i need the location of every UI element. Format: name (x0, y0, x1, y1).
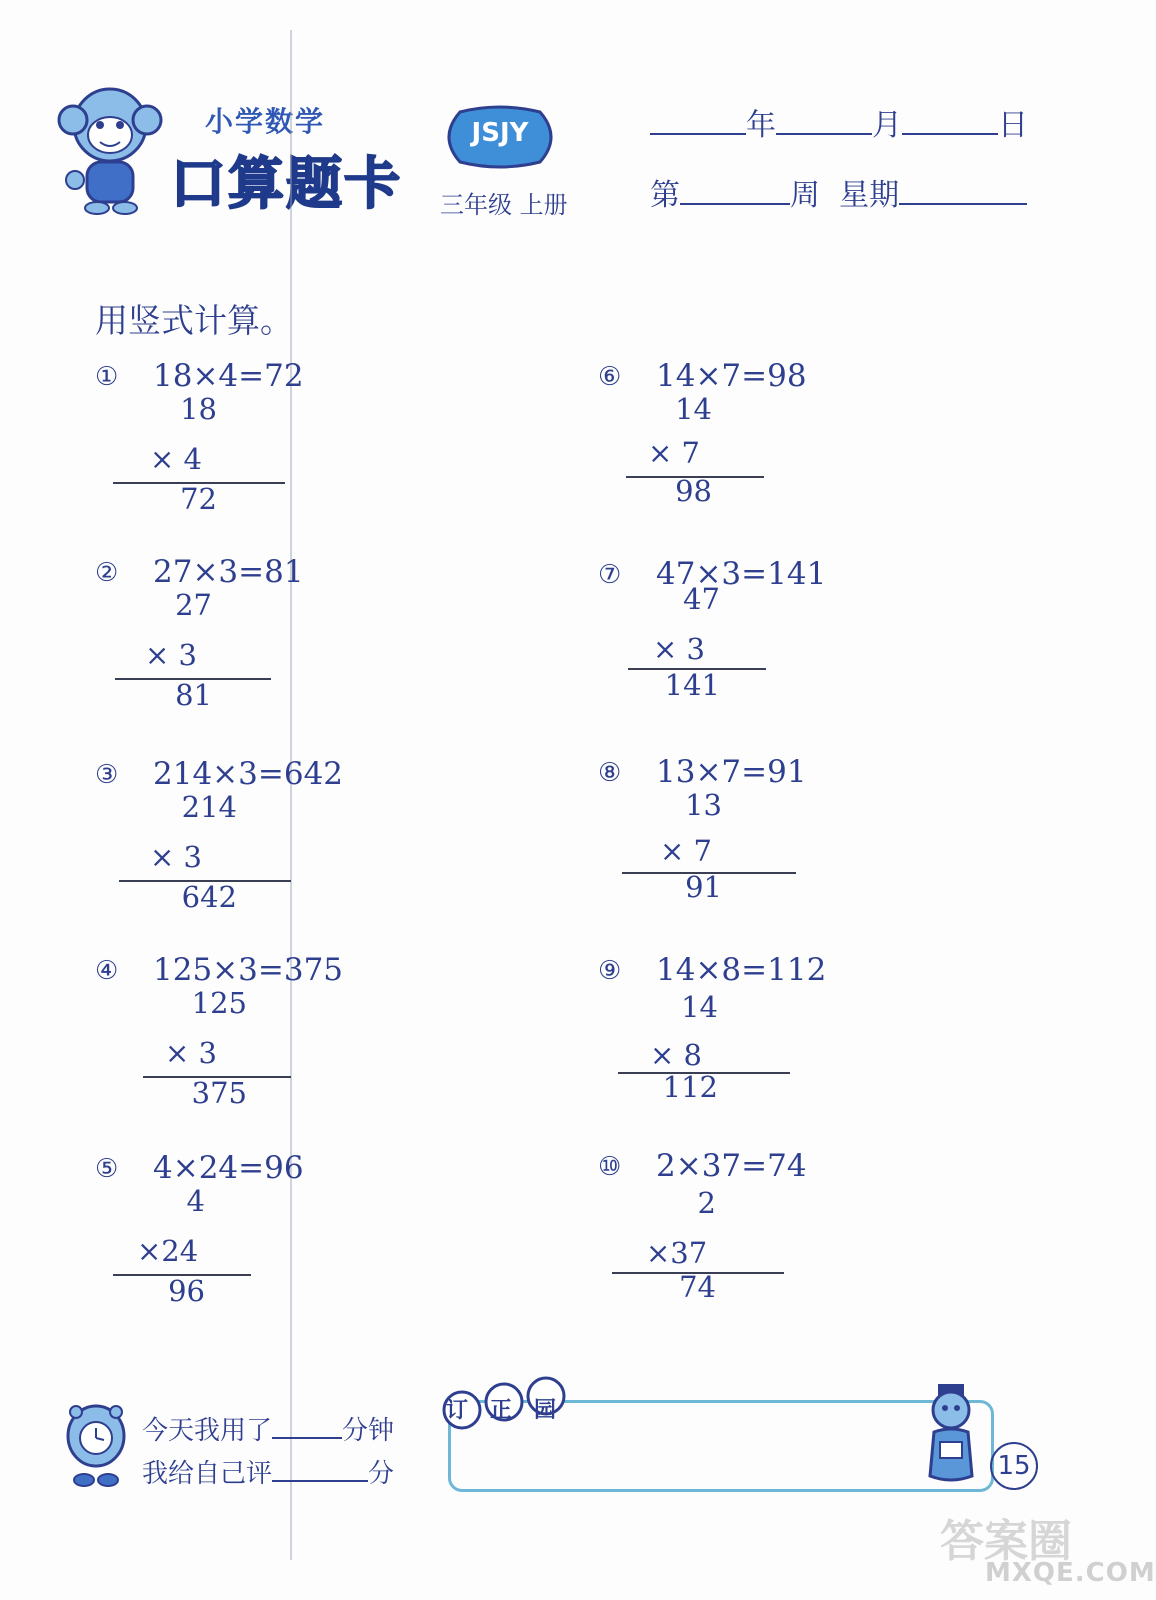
weekday-blank[interactable] (899, 179, 1027, 205)
problem-number: ⑤ (95, 1154, 119, 1184)
vertical-result: 375 (191, 1076, 247, 1110)
brand-title: 口算题卡 (170, 152, 402, 217)
weekday-label: 星期 (839, 178, 900, 213)
vertical-top: 18 (180, 392, 217, 426)
problem-number: ③ (95, 760, 119, 790)
problem-9 (598, 952, 928, 1146)
vertical-top: 14 (681, 990, 718, 1024)
vertical-top: 47 (683, 582, 720, 616)
problem-equation: 13×7=91 (656, 754, 807, 790)
week-line (650, 170, 1027, 214)
year-blank[interactable] (650, 109, 746, 135)
vertical-top: 13 (685, 788, 722, 822)
vertical-result: 74 (679, 1270, 716, 1304)
problem-2 (95, 554, 425, 748)
day-label: 日 (998, 108, 1028, 143)
problem-equation: 18×4=72 (153, 358, 304, 394)
score-prefix: 我给自己评 (142, 1459, 273, 1489)
time-prefix: 今天我用了 (142, 1416, 273, 1446)
problem-number: ⑩ (598, 1152, 622, 1182)
score-blank[interactable] (272, 1456, 368, 1482)
vertical-multiplier: × 3 (150, 840, 202, 874)
vertical-multiplier: × 7 (660, 834, 712, 868)
problem-4 (95, 952, 425, 1146)
vertical-top: 125 (191, 986, 247, 1020)
time-line (142, 1410, 394, 1447)
grade-label: 三年级 上册 (440, 191, 568, 219)
day-blank[interactable] (902, 109, 998, 135)
week-suffix: 周 (790, 178, 820, 213)
vertical-top: 27 (175, 588, 212, 622)
correction-title: 订正园 (446, 1398, 579, 1423)
problem-equation: 47×3=141 (656, 556, 827, 592)
vertical-top: 14 (675, 392, 712, 426)
watermark-text: 答案圈 (940, 1516, 1072, 1567)
problem-8 (598, 754, 928, 948)
vertical-result: 98 (675, 474, 712, 508)
watermark-url: MXQE.COM (985, 1558, 1156, 1588)
month-blank[interactable] (776, 109, 872, 135)
problem-number: ② (95, 558, 119, 588)
vertical-multiplier: × 3 (165, 1036, 217, 1070)
score-suffix: 分 (368, 1459, 395, 1489)
vertical-multiplier: × 3 (145, 638, 197, 672)
instruction: 用竖式计算。 (95, 301, 293, 340)
problem-6 (598, 358, 928, 552)
problem-equation: 14×7=98 (656, 358, 807, 394)
vertical-result: 91 (685, 870, 722, 904)
page-number: 15 (990, 1442, 1038, 1490)
problem-equation: 214×3=642 (153, 756, 344, 792)
problem-10 (598, 1148, 928, 1342)
week-blank[interactable] (680, 179, 790, 205)
vertical-multiplier: × 3 (653, 632, 705, 666)
problem-5 (95, 1150, 425, 1344)
vertical-result: 72 (180, 482, 217, 516)
problem-1 (95, 358, 425, 552)
scholar-mascot-icon (920, 1380, 982, 1490)
vertical-result: 96 (168, 1274, 205, 1308)
problem-7 (598, 556, 928, 750)
vertical-multiplier: × 8 (650, 1038, 702, 1072)
problem-number: ⑧ (598, 758, 622, 788)
date-line (650, 100, 1028, 144)
time-suffix: 分钟 (342, 1416, 395, 1446)
vertical-result: 81 (175, 678, 212, 712)
month-label: 月 (872, 108, 902, 143)
problem-number: ⑦ (598, 560, 622, 590)
vertical-multiplier: ×24 (137, 1234, 199, 1268)
problem-number: ④ (95, 956, 119, 986)
series-badge: JSJY (471, 118, 529, 148)
problem-equation: 2×37=74 (656, 1148, 807, 1184)
score-line (142, 1453, 394, 1490)
problem-equation: 14×8=112 (656, 952, 827, 988)
vertical-top: 2 (697, 1186, 716, 1220)
vertical-result: 642 (181, 880, 237, 914)
vertical-multiplier: ×37 (646, 1236, 708, 1270)
week-prefix: 第 (650, 178, 680, 213)
problem-equation: 27×3=81 (153, 554, 304, 590)
problem-number: ① (95, 362, 119, 392)
monkey-mascot-icon (55, 80, 165, 220)
problem-equation: 4×24=96 (153, 1150, 304, 1186)
brand-subtitle: 小学数学 (205, 105, 326, 138)
vertical-top: 4 (186, 1184, 205, 1218)
vertical-result: 112 (662, 1070, 718, 1104)
vertical-top: 214 (181, 790, 237, 824)
problem-equation: 125×3=375 (153, 952, 344, 988)
time-blank[interactable] (272, 1413, 342, 1439)
clock-mascot-icon (60, 1400, 132, 1490)
vertical-multiplier: × 7 (648, 436, 700, 470)
year-label: 年 (746, 108, 776, 143)
problem-number: ⑥ (598, 362, 622, 392)
vertical-multiplier: × 4 (150, 442, 202, 476)
vertical-result: 141 (664, 668, 720, 702)
problem-3 (95, 756, 425, 950)
problem-number: ⑨ (598, 956, 622, 986)
